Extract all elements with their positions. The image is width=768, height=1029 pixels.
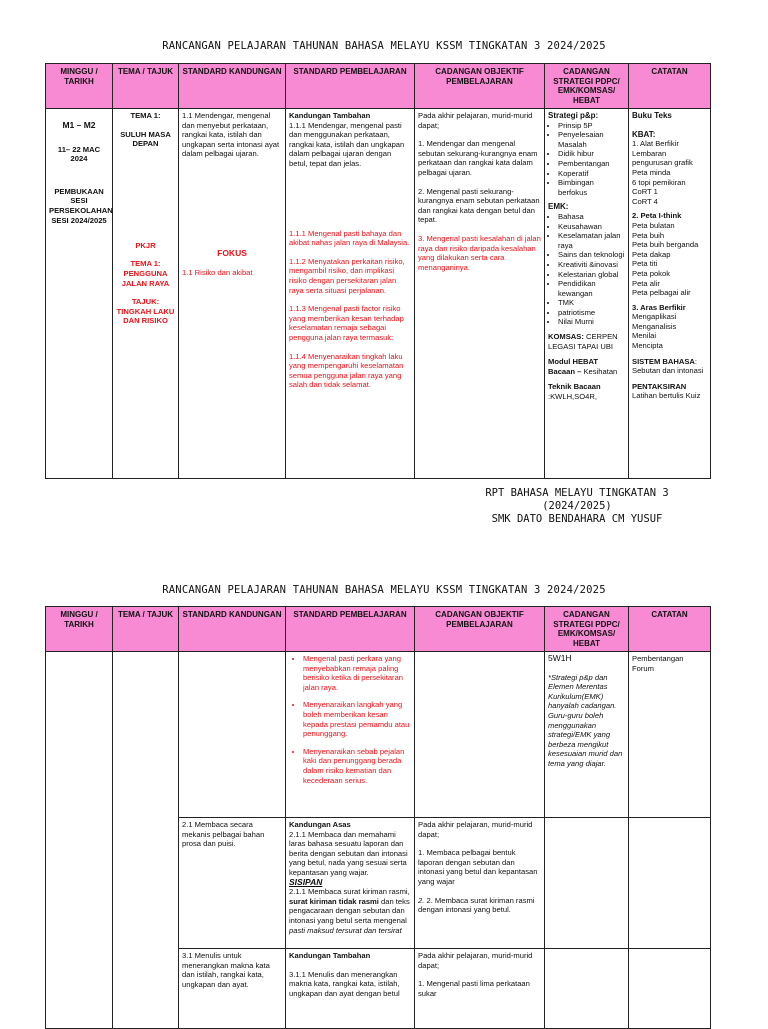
list-item: Mencipta (632, 341, 663, 351)
tema-name: SULUH MASA DEPAN (120, 129, 171, 149)
rpt-table-continued (45, 606, 711, 1029)
header-objektif: CADANGAN OBJEKTIF PEMBELAJARAN (415, 64, 545, 109)
sp-p2c: dan teks pengacaraan dengan sebutan dan intonasi yang betul serta mengenal (289, 896, 410, 925)
obj-p3-text: 2. Membaca surat kiriman rasmi dengan intonasi yang betul. (418, 895, 535, 915)
catatan-cell (629, 818, 711, 949)
page-title: RANCANGAN PELAJARAN TAHUNAN BAHASA MELAYU KSSM TINGKATAN 3 2024/2025 (162, 40, 606, 52)
sp-p2 (289, 887, 411, 935)
objektif-cell (415, 109, 545, 479)
fokus-label: FOKUS (217, 247, 247, 258)
list-item: • Nilai Murni (558, 317, 625, 327)
minggu-cell (46, 109, 113, 479)
sp-p1: 2.1.1 Membaca dan memahami laras bahasa sesuatu laporan dan berita dengan sebutan dan intonasi yang betul, nada yang sesuai serta kepantasan yang wajar. (289, 829, 408, 877)
emk-list (548, 212, 625, 327)
header-standard-kandungan: STANDARD KANDUNGAN (179, 607, 286, 652)
list-item: Peta dakap (632, 249, 671, 259)
list-item: • Pendidikan kewangan (558, 279, 625, 298)
strategi-cell (545, 652, 629, 818)
tema-label: TEMA 1: (130, 111, 161, 120)
list-item: CoRT 1 (632, 187, 658, 197)
sp-heading: Kandungan Tambahan (289, 111, 371, 120)
obj-p1: Pada akhir pelajaran, murid-murid dapat; (418, 111, 533, 130)
strategi-5w1h: 5W1H (548, 653, 572, 663)
list-item: Peta pokok (632, 268, 670, 278)
list-item: • Bimbingan berfokus (558, 178, 625, 197)
header-strategi: CADANGAN STRATEGI PDPC/ EMK/KOMSAS/ HEBAT (545, 64, 629, 109)
obj-p3: 2. 2. Membaca surat kiriman rasmi dengan intonasi yang betul. (418, 895, 535, 915)
objektif-cell (415, 652, 545, 818)
list-item: • Menyenaraikan langkah yang boleh memberikan kesan kepada prestasi pemamdu atau penunggang. (303, 700, 411, 738)
rpt-table-week1 (45, 63, 711, 479)
list-item: • patriotisme (558, 308, 625, 318)
list-item: Peta buih berganda (632, 240, 699, 250)
objektif-cell (415, 949, 545, 1029)
header-catatan: CATATAN (629, 607, 711, 652)
fokus-text: 1.1 Risiko dan akibat (182, 267, 253, 277)
obj-p1: Pada akhir pelajaran, murid-murid dapat; (418, 951, 533, 970)
kbat-label: KBAT: (632, 129, 656, 139)
footer-line2: SMK DATO BENDAHARA CM YUSUF (491, 513, 663, 525)
header-tema: TEMA / TAJUK (113, 64, 179, 109)
sp-p1: 3.1.1 Menulis dan menerangkan makna kata, rangkai kata, istilah, ungkapan dan ayat dengan betul (289, 969, 400, 998)
komsas-value: CERPEN LEGASI TAPAI UBI (548, 332, 618, 351)
emk-heading: EMK: (548, 202, 569, 212)
list-item: Peta minda (632, 167, 671, 177)
pentaksiran-value: Latihan bertulis Kuiz (632, 391, 701, 401)
sp-cell (286, 818, 415, 949)
pkjr-tajuk: TAJUK: TINGKAH LAKU DAN RISIKO (116, 297, 175, 326)
header-tema: TEMA / TAJUK (113, 607, 179, 652)
catatan-text: Pembentangan Forum (632, 654, 684, 673)
list-item: 6 topi pemikiran (632, 177, 686, 187)
teknik-value: :KWLH,SO4R, (548, 392, 597, 402)
sp-p3: 1.1.2 Menyatakan perkaitan risiko, mengambil risiko, dan implikasi risiko dengan persekitaran jalan raya serta situasi perjalanan. (289, 256, 405, 295)
sp-p5: 1.1.4 Menyenaraikan tingkah laku yang mempengaruhi keselamatan semua pengguna jalan raya yang salah dan tidak selamat. (289, 351, 404, 390)
tema-cell (113, 109, 179, 479)
list-item: 1. Alat Berfikir (632, 139, 679, 149)
sk-text: 3.1 Menulis untuk menerangkan makna kata dan istilah, rangkai kata, ungkapan dan ayat. (182, 951, 270, 989)
obj-p2: 1. Mendengar dan mengenal sebutan sekurang-kurangnya enam perkataan dan rangkai kata dalam pelbagai ujaran. (418, 139, 538, 177)
list-item: CoRT 4 (632, 196, 658, 206)
teknik-label: Teknik Bacaan (548, 382, 601, 392)
date-label: 11– 22 MAC 2024 (57, 144, 101, 164)
sp-p4: 1.1.3 Mengenal pasti factor risiko yang memberikan kesan terhadap keselamatan remaja sebagai pengguna jalan raya termasuk: (289, 304, 404, 342)
sp-p2a: 2.1.1 Membaca surat kiriman rasmi, (289, 887, 410, 897)
strategi-cell (545, 818, 629, 949)
tema-cell (113, 652, 179, 1029)
catatan-cell (629, 949, 711, 1029)
header-objektif: CADANGAN OBJEKTIF PEMBELAJARAN (415, 607, 545, 652)
list-item: • Penyelesaian Masalah (558, 130, 625, 149)
header-minggu: MINGGU / TARIKH (46, 64, 113, 109)
komsas-label: KOMSAS: (548, 332, 584, 342)
footer (452, 487, 702, 526)
week-label: M1 – M2 (62, 120, 96, 130)
list-item: Menilai (632, 331, 657, 341)
list-item: • Menyenaraikan sebab pejalan kaki dan penunggang berada dalam risiko kematian dan kecederaan serius. (303, 747, 411, 785)
list-item: • TMK (558, 298, 625, 308)
sp-p1: 1.1.1 Mendengar, mengenal pasti dan menggunakan perkataan, rangkai kata, istilah dan ungkapan dalam pelbagai ujaran dengan betul, tepat dan jelas. (289, 120, 405, 168)
pkjr-tema: TEMA 1: PENGGUNA JALAN RAYA (121, 259, 170, 288)
list-item: • Keselamatan jalan raya (558, 231, 625, 250)
sp-p2: 1.1.1 Mengenal pasti bahaya dan akibat nahas jalan raya di Malaysia. (289, 228, 410, 248)
list-item: • Bahasa (558, 212, 625, 222)
list-item: Menganalisis (632, 321, 677, 331)
header-standard-pembelajaran: STANDARD PEMBELAJARAN (286, 64, 415, 109)
list-item: Peta pelbagai alir (632, 288, 691, 298)
sistem-label: SISTEM BAHASA (632, 356, 695, 366)
strategi-cell (545, 109, 629, 479)
list-item: Mengaplikasi (632, 312, 677, 322)
aras-heading: 3. Aras Berfikir (632, 302, 686, 312)
obj-p4: 3. Mengenal pasti kesalahan di jalan raya dan risiko daripada kesalahan yang dilakukan serta cara menanganinya. (418, 233, 541, 272)
strategi-cell (545, 949, 629, 1029)
buku-label: Buku Teks (632, 111, 672, 120)
list-item: Peta titi (632, 259, 658, 269)
komsas-line (548, 332, 625, 351)
list-item: • Mengenal pasti perkara yang menyebabkan remaja paling berisiko ketika di persekitaran jalan raya. (303, 654, 411, 692)
list-item: • Koperatif (558, 169, 625, 179)
page-title-2: RANCANGAN PELAJARAN TAHUNAN BAHASA MELAYU KSSM TINGKATAN 3 2024/2025 (162, 584, 606, 596)
obj-p2: 1. Mengenal pasti lima perkataan sukar (418, 979, 530, 998)
strategi-list (548, 121, 625, 198)
header-standard-kandungan: STANDARD KANDUNGAN (179, 64, 286, 109)
sisipan-label: SISIPAN (289, 876, 323, 887)
bacaan-value: Kesihatan (583, 366, 618, 376)
obj-p1: Pada akhir pelajaran, murid-murid dapat; (418, 820, 533, 839)
sk-cell (179, 652, 286, 818)
peta-heading: 2. Peta I-think (632, 211, 682, 221)
header-standard-pembelajaran: STANDARD PEMBELAJARAN (286, 607, 415, 652)
obj-p3: 2. Mengenal pasti sekurang-kurangnya enam sebutan perkataan dan rangkai kata dengan betul dan tepat. (418, 186, 540, 225)
sp-bullets (289, 654, 411, 785)
catatan-cell (629, 109, 711, 479)
sk-cell (179, 818, 286, 949)
sp-p2b: surat kiriman tidak rasmi (289, 896, 379, 906)
minggu-cell (46, 652, 113, 1029)
list-item: Peta buih (632, 230, 665, 240)
header-strategi: CADANGAN STRATEGI PDPC/ EMK/KOMSAS/ HEBAT (545, 607, 629, 652)
bacaan-line (548, 367, 625, 377)
list-item: • Pembentangan (558, 159, 625, 169)
header-catatan: CATATAN (629, 64, 711, 109)
hebat-label: Modul HEBAT (548, 357, 599, 367)
opening-label: PEMBUKAAN SESI PERSEKOLAHAN SESI 2024/2025 (49, 186, 113, 225)
list-item: • Kelestarian global (558, 270, 625, 280)
objektif-cell (415, 818, 545, 949)
sp-heading: Kandungan Tambahan (289, 951, 371, 960)
pentaksiran-label: PENTAKSIRAN (632, 381, 687, 391)
sp-cell (286, 949, 415, 1029)
obj-p2: 1. Membaca pelbagai bentuk laporan dengan sebutan dan intonasi yang betul dan kepantasan yang wajar (418, 848, 538, 886)
sp-cell (286, 109, 415, 479)
catatan-cell (629, 652, 711, 818)
sp-heading: Kandungan Asas (289, 820, 351, 829)
list-item: • Kreativiti &inovasi (558, 260, 625, 270)
pkjr-label: PKJR (135, 240, 156, 250)
sp-cell (286, 652, 415, 818)
sk-text: 2.1 Membaca secara mekanis pelbagai bahan prosa dan puisi. (182, 820, 265, 849)
list-item: • Sains dan teknologi (558, 250, 625, 260)
list-item: • Didik hibur (558, 149, 625, 159)
footer-line1: RPT BAHASA MELAYU TINGKATAN 3 (2024/2025) (485, 487, 669, 512)
sk-cell (179, 949, 286, 1029)
sistem-value: Sebutan dan intonasi (632, 366, 704, 376)
sk-text: 1.1 Mendengar, mengenal dan menyebut perkataan, rangkai kata, istilah dan ungkapan serta intonasi ayat dalam pelbagai ujaran. (182, 111, 280, 159)
list-item: • Keusahawan (558, 222, 625, 232)
sp-p2d: pasti maksud tersurat dan tersirat (289, 925, 402, 935)
list-item: • Prinsip 5P (558, 121, 625, 131)
header-minggu: MINGGU / TARIKH (46, 607, 113, 652)
strategi-heading: Strategi p&p: (548, 111, 599, 120)
sk-cell (179, 109, 286, 479)
list-item: Lembaran pengurusan grafik (632, 148, 693, 168)
list-item: Peta bulatan (632, 220, 675, 230)
list-item: Peta alir (632, 278, 660, 288)
sistem-line: SISTEM BAHASA: (632, 356, 697, 366)
strategi-note: *Strategi p&p dan Elemen Merentas Kurikulum(EMK) hanyalah cadangan. Guru-guru boleh menggunakan strategi/EMK yang berbeza mengikut kesesuaian murid dan tema yang diajar. (548, 672, 623, 768)
bacaan-label: Bacaan – (548, 366, 582, 376)
